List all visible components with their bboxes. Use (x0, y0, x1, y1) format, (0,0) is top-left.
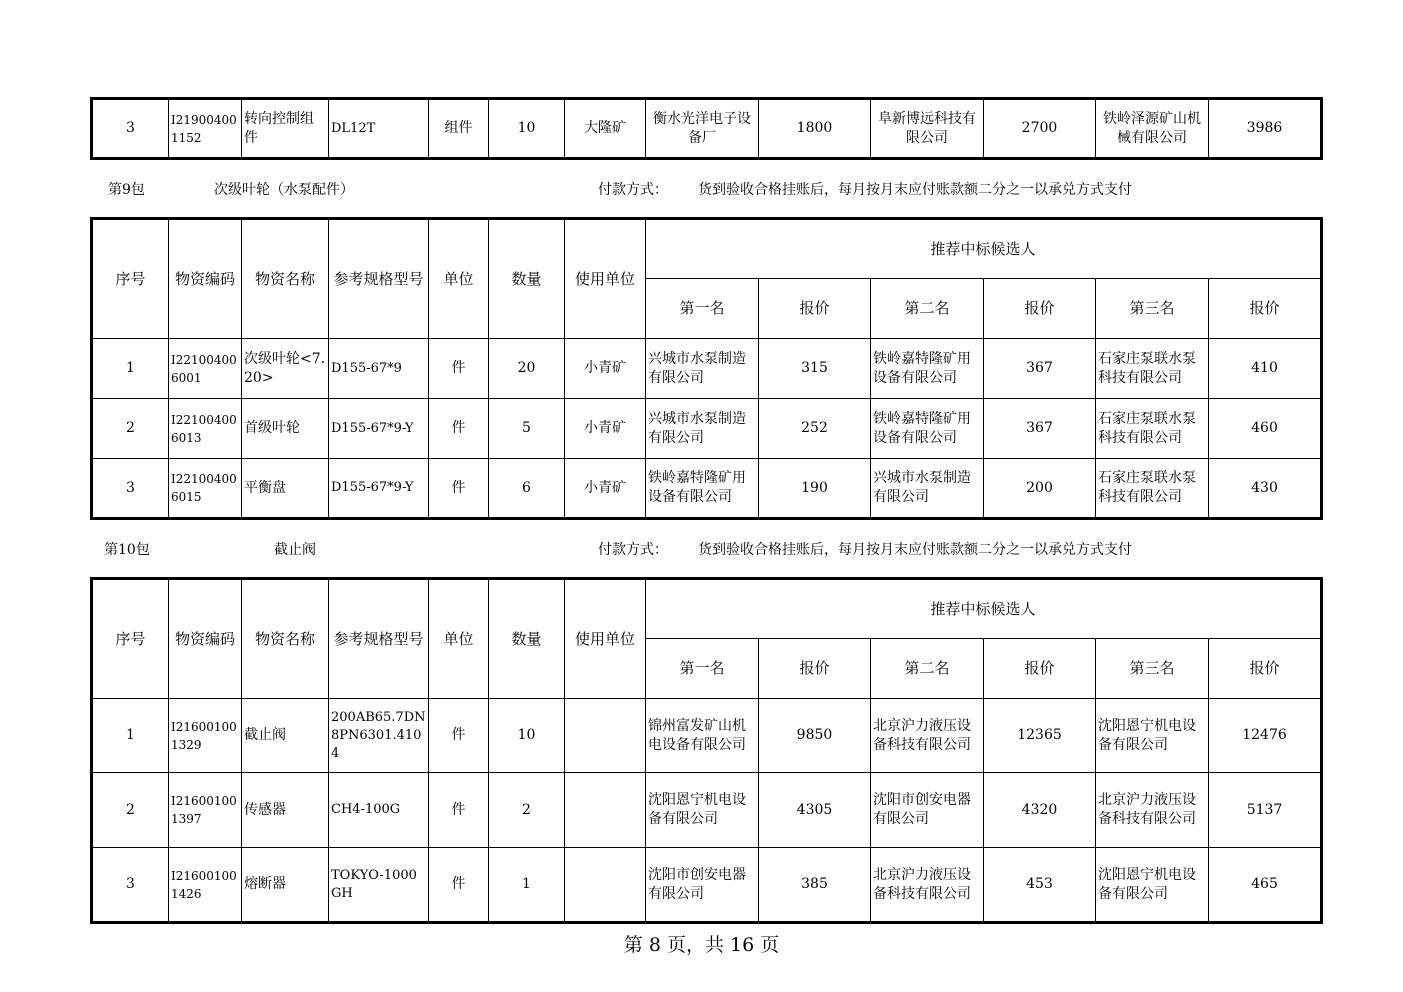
third-cell: 沈阳恩宁机电设备有限公司 (1096, 699, 1209, 773)
qty-cell: 10 (489, 699, 565, 773)
price1-cell: 252 (759, 399, 871, 459)
user-cell: 小青矿 (565, 399, 646, 459)
recommend-header: 推荐中标候选人 (646, 219, 1322, 279)
price3-cell: 3986 (1209, 99, 1322, 159)
code-cell: I216001001329 (169, 699, 242, 773)
seq-cell: 3 (92, 848, 169, 923)
price2-cell: 453 (984, 848, 1096, 923)
price3-cell: 465 (1209, 848, 1322, 923)
name-header: 物资名称 (242, 219, 329, 339)
name-cell: 次级叶轮<7.20> (242, 339, 329, 399)
price3-header: 报价 (1209, 279, 1322, 339)
second-header: 第二名 (871, 279, 984, 339)
spec-cell: D155-67*9 (329, 339, 429, 399)
price1-cell: 1800 (759, 99, 871, 159)
seq-header: 序号 (92, 579, 169, 699)
table-row (92, 399, 1322, 459)
table-row (92, 459, 1322, 519)
qty-cell: 1 (489, 848, 565, 923)
spec-cell: CH4-100G (329, 773, 429, 848)
table-row (92, 773, 1322, 848)
third-header: 第三名 (1096, 279, 1209, 339)
package-9-label: 第9包 (108, 182, 145, 198)
name-cell: 熔断器 (242, 848, 329, 923)
price1-cell: 9850 (759, 699, 871, 773)
price3-cell: 12476 (1209, 699, 1322, 773)
qty-cell: 5 (489, 399, 565, 459)
third-cell: 北京沪力液压设备科技有限公司 (1096, 773, 1209, 848)
first-cell: 沈阳恩宁机电设备有限公司 (646, 773, 759, 848)
second-cell: 北京沪力液压设备科技有限公司 (871, 699, 984, 773)
spec-cell: TOKYO-1000GH (329, 848, 429, 923)
first-cell: 锦州富发矿山机电设备有限公司 (646, 699, 759, 773)
spec-cell: DL12T (329, 99, 429, 159)
third-cell: 石家庄泵联水泵科技有限公司 (1096, 459, 1209, 519)
page-footer: 第 8 页，共 16 页 (623, 934, 780, 956)
spec-cell: D155-67*9-Y (329, 399, 429, 459)
price2-cell: 4320 (984, 773, 1096, 848)
price2-cell: 2700 (984, 99, 1096, 159)
first-cell: 兴城市水泵制造有限公司 (646, 399, 759, 459)
third-cell: 铁岭泽源矿山机械有限公司 (1096, 99, 1209, 159)
price2-header: 报价 (984, 639, 1096, 699)
package-9-pay-label: 付款方式： (598, 182, 668, 198)
second-cell: 阜新博远科技有限公司 (871, 99, 984, 159)
qty-header: 数量 (489, 579, 565, 699)
seq-cell: 3 (92, 99, 169, 159)
price1-cell: 190 (759, 459, 871, 519)
name-cell: 平衡盘 (242, 459, 329, 519)
qty-cell: 10 (489, 99, 565, 159)
spec-header: 参考规格型号 (329, 579, 429, 699)
table-row (92, 848, 1322, 923)
price3-cell: 5137 (1209, 773, 1322, 848)
price2-cell: 367 (984, 339, 1096, 399)
unit-cell: 件 (429, 848, 489, 923)
package-9-table (90, 217, 1323, 520)
name-cell: 转向控制组件 (242, 99, 329, 159)
seq-cell: 3 (92, 459, 169, 519)
first-cell: 沈阳市创安电器有限公司 (646, 848, 759, 923)
unit-cell: 件 (429, 699, 489, 773)
user-header: 使用单位 (565, 219, 646, 339)
unit-cell: 组件 (429, 99, 489, 159)
first-cell: 铁岭嘉特隆矿用设备有限公司 (646, 459, 759, 519)
name-cell: 首级叶轮 (242, 399, 329, 459)
name-cell: 传感器 (242, 773, 329, 848)
code-cell: I216001001397 (169, 773, 242, 848)
qty-cell: 2 (489, 773, 565, 848)
second-cell: 铁岭嘉特隆矿用设备有限公司 (871, 399, 984, 459)
user-cell (565, 699, 646, 773)
price1-header: 报价 (759, 279, 871, 339)
price3-cell: 410 (1209, 339, 1322, 399)
qty-cell: 20 (489, 339, 565, 399)
unit-header: 单位 (429, 219, 489, 339)
recommend-header: 推荐中标候选人 (646, 579, 1322, 639)
first-cell: 兴城市水泵制造有限公司 (646, 339, 759, 399)
price1-cell: 385 (759, 848, 871, 923)
user-header: 使用单位 (565, 579, 646, 699)
seq-cell: 2 (92, 773, 169, 848)
qty-header: 数量 (489, 219, 565, 339)
user-cell: 小青矿 (565, 459, 646, 519)
code-cell: I221004006015 (169, 459, 242, 519)
code-cell: I221004006001 (169, 339, 242, 399)
price3-header: 报价 (1209, 639, 1322, 699)
price3-cell: 430 (1209, 459, 1322, 519)
unit-cell: 件 (429, 399, 489, 459)
spec-header: 参考规格型号 (329, 219, 429, 339)
header-row (92, 579, 1322, 639)
first-header: 第一名 (646, 639, 759, 699)
table-row (92, 99, 1322, 159)
package-10-name: 截止阀 (274, 542, 316, 558)
code-cell: I219004001152 (169, 99, 242, 159)
code-header: 物资编码 (169, 219, 242, 339)
unit-cell: 件 (429, 339, 489, 399)
package-9-pay-text: 货到验收合格挂账后，每月按月末应付账款额二分之一以承兑方式支付 (698, 182, 1132, 198)
user-cell: 大隆矿 (565, 99, 646, 159)
second-header: 第二名 (871, 639, 984, 699)
package-10-label: 第10包 (104, 542, 150, 558)
price2-cell: 12365 (984, 699, 1096, 773)
unit-header: 单位 (429, 579, 489, 699)
seq-header: 序号 (92, 219, 169, 339)
package-10-table (90, 577, 1323, 924)
price3-cell: 460 (1209, 399, 1322, 459)
user-cell (565, 848, 646, 923)
name-header: 物资名称 (242, 579, 329, 699)
name-cell: 截止阀 (242, 699, 329, 773)
second-cell: 沈阳市创安电器有限公司 (871, 773, 984, 848)
seq-cell: 1 (92, 339, 169, 399)
code-cell: I221004006013 (169, 399, 242, 459)
user-cell: 小青矿 (565, 339, 646, 399)
top-table (90, 97, 1323, 160)
unit-cell: 件 (429, 459, 489, 519)
unit-cell: 件 (429, 773, 489, 848)
qty-cell: 6 (489, 459, 565, 519)
price2-header: 报价 (984, 279, 1096, 339)
third-cell: 石家庄泵联水泵科技有限公司 (1096, 399, 1209, 459)
price2-cell: 200 (984, 459, 1096, 519)
spec-cell: D155-67*9-Y (329, 459, 429, 519)
price1-cell: 4305 (759, 773, 871, 848)
spec-cell: 200AB65.7DN8PN6301.4104 (329, 699, 429, 773)
price1-cell: 315 (759, 339, 871, 399)
package-9-name: 次级叶轮（水泵配件） (214, 182, 354, 198)
user-cell (565, 773, 646, 848)
code-header: 物资编码 (169, 579, 242, 699)
table-row (92, 699, 1322, 773)
second-cell: 北京沪力液压设备科技有限公司 (871, 848, 984, 923)
header-row (92, 219, 1322, 279)
third-cell: 沈阳恩宁机电设备有限公司 (1096, 848, 1209, 923)
second-cell: 兴城市水泵制造有限公司 (871, 459, 984, 519)
second-cell: 铁岭嘉特隆矿用设备有限公司 (871, 339, 984, 399)
package-10-pay-label: 付款方式： (598, 542, 668, 558)
first-cell: 衡水光洋电子设备厂 (646, 99, 759, 159)
seq-cell: 2 (92, 399, 169, 459)
code-cell: I216001001426 (169, 848, 242, 923)
price1-header: 报价 (759, 639, 871, 699)
package-10-pay-text: 货到验收合格挂账后，每月按月末应付账款额二分之一以承兑方式支付 (698, 542, 1132, 558)
seq-cell: 1 (92, 699, 169, 773)
third-cell: 石家庄泵联水泵科技有限公司 (1096, 339, 1209, 399)
price2-cell: 367 (984, 399, 1096, 459)
third-header: 第三名 (1096, 639, 1209, 699)
first-header: 第一名 (646, 279, 759, 339)
table-row (92, 339, 1322, 399)
